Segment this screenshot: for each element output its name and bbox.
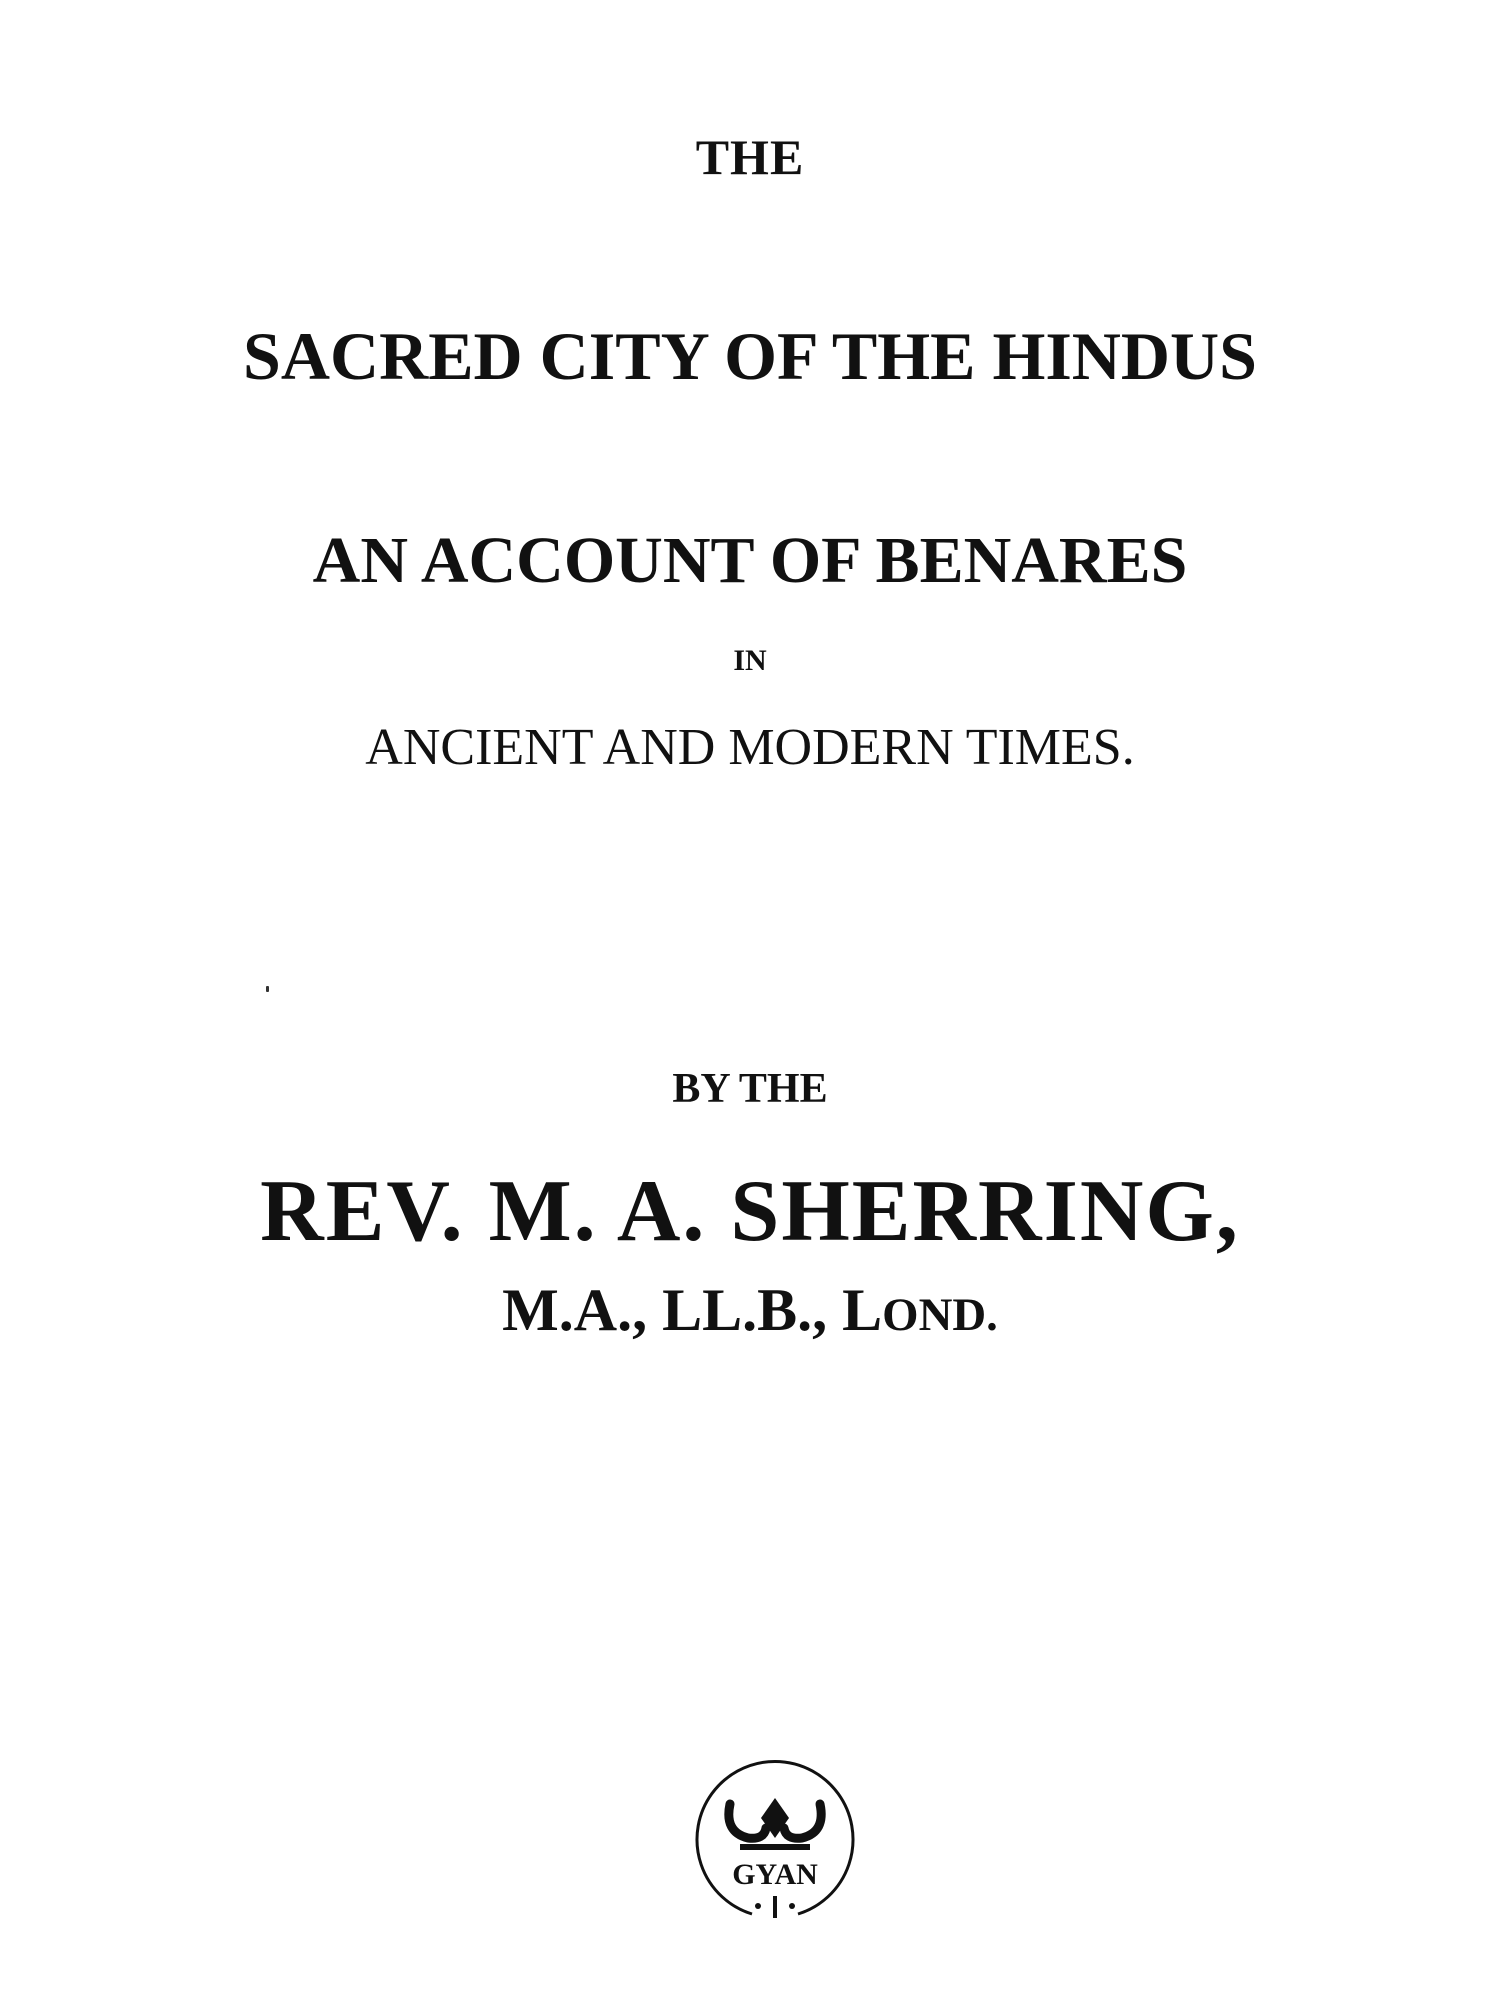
print-speck [266, 986, 269, 992]
subtitle-conjunction: IN [733, 644, 767, 677]
book-title: SACRED CITY OF THE HINDUS [243, 318, 1257, 394]
subtitle-line-1: AN ACCOUNT OF BENARES [312, 524, 1188, 597]
degrees-text: M.A., LL.B., [502, 1277, 843, 1343]
logo-text: GYAN [732, 1858, 818, 1891]
lond-rest: OND. [882, 1289, 998, 1341]
title-article: THE [695, 129, 805, 185]
gyan-logo-icon [690, 1746, 860, 1926]
lond-initial: L [842, 1277, 883, 1343]
author-name: REV. M. A. SHERRING, [260, 1163, 1240, 1260]
subtitle-line-2: ANCIENT AND MODERN TIMES. [365, 719, 1135, 776]
byline-intro: BY THE [672, 1066, 828, 1112]
author-degrees [0, 1277, 1500, 1343]
